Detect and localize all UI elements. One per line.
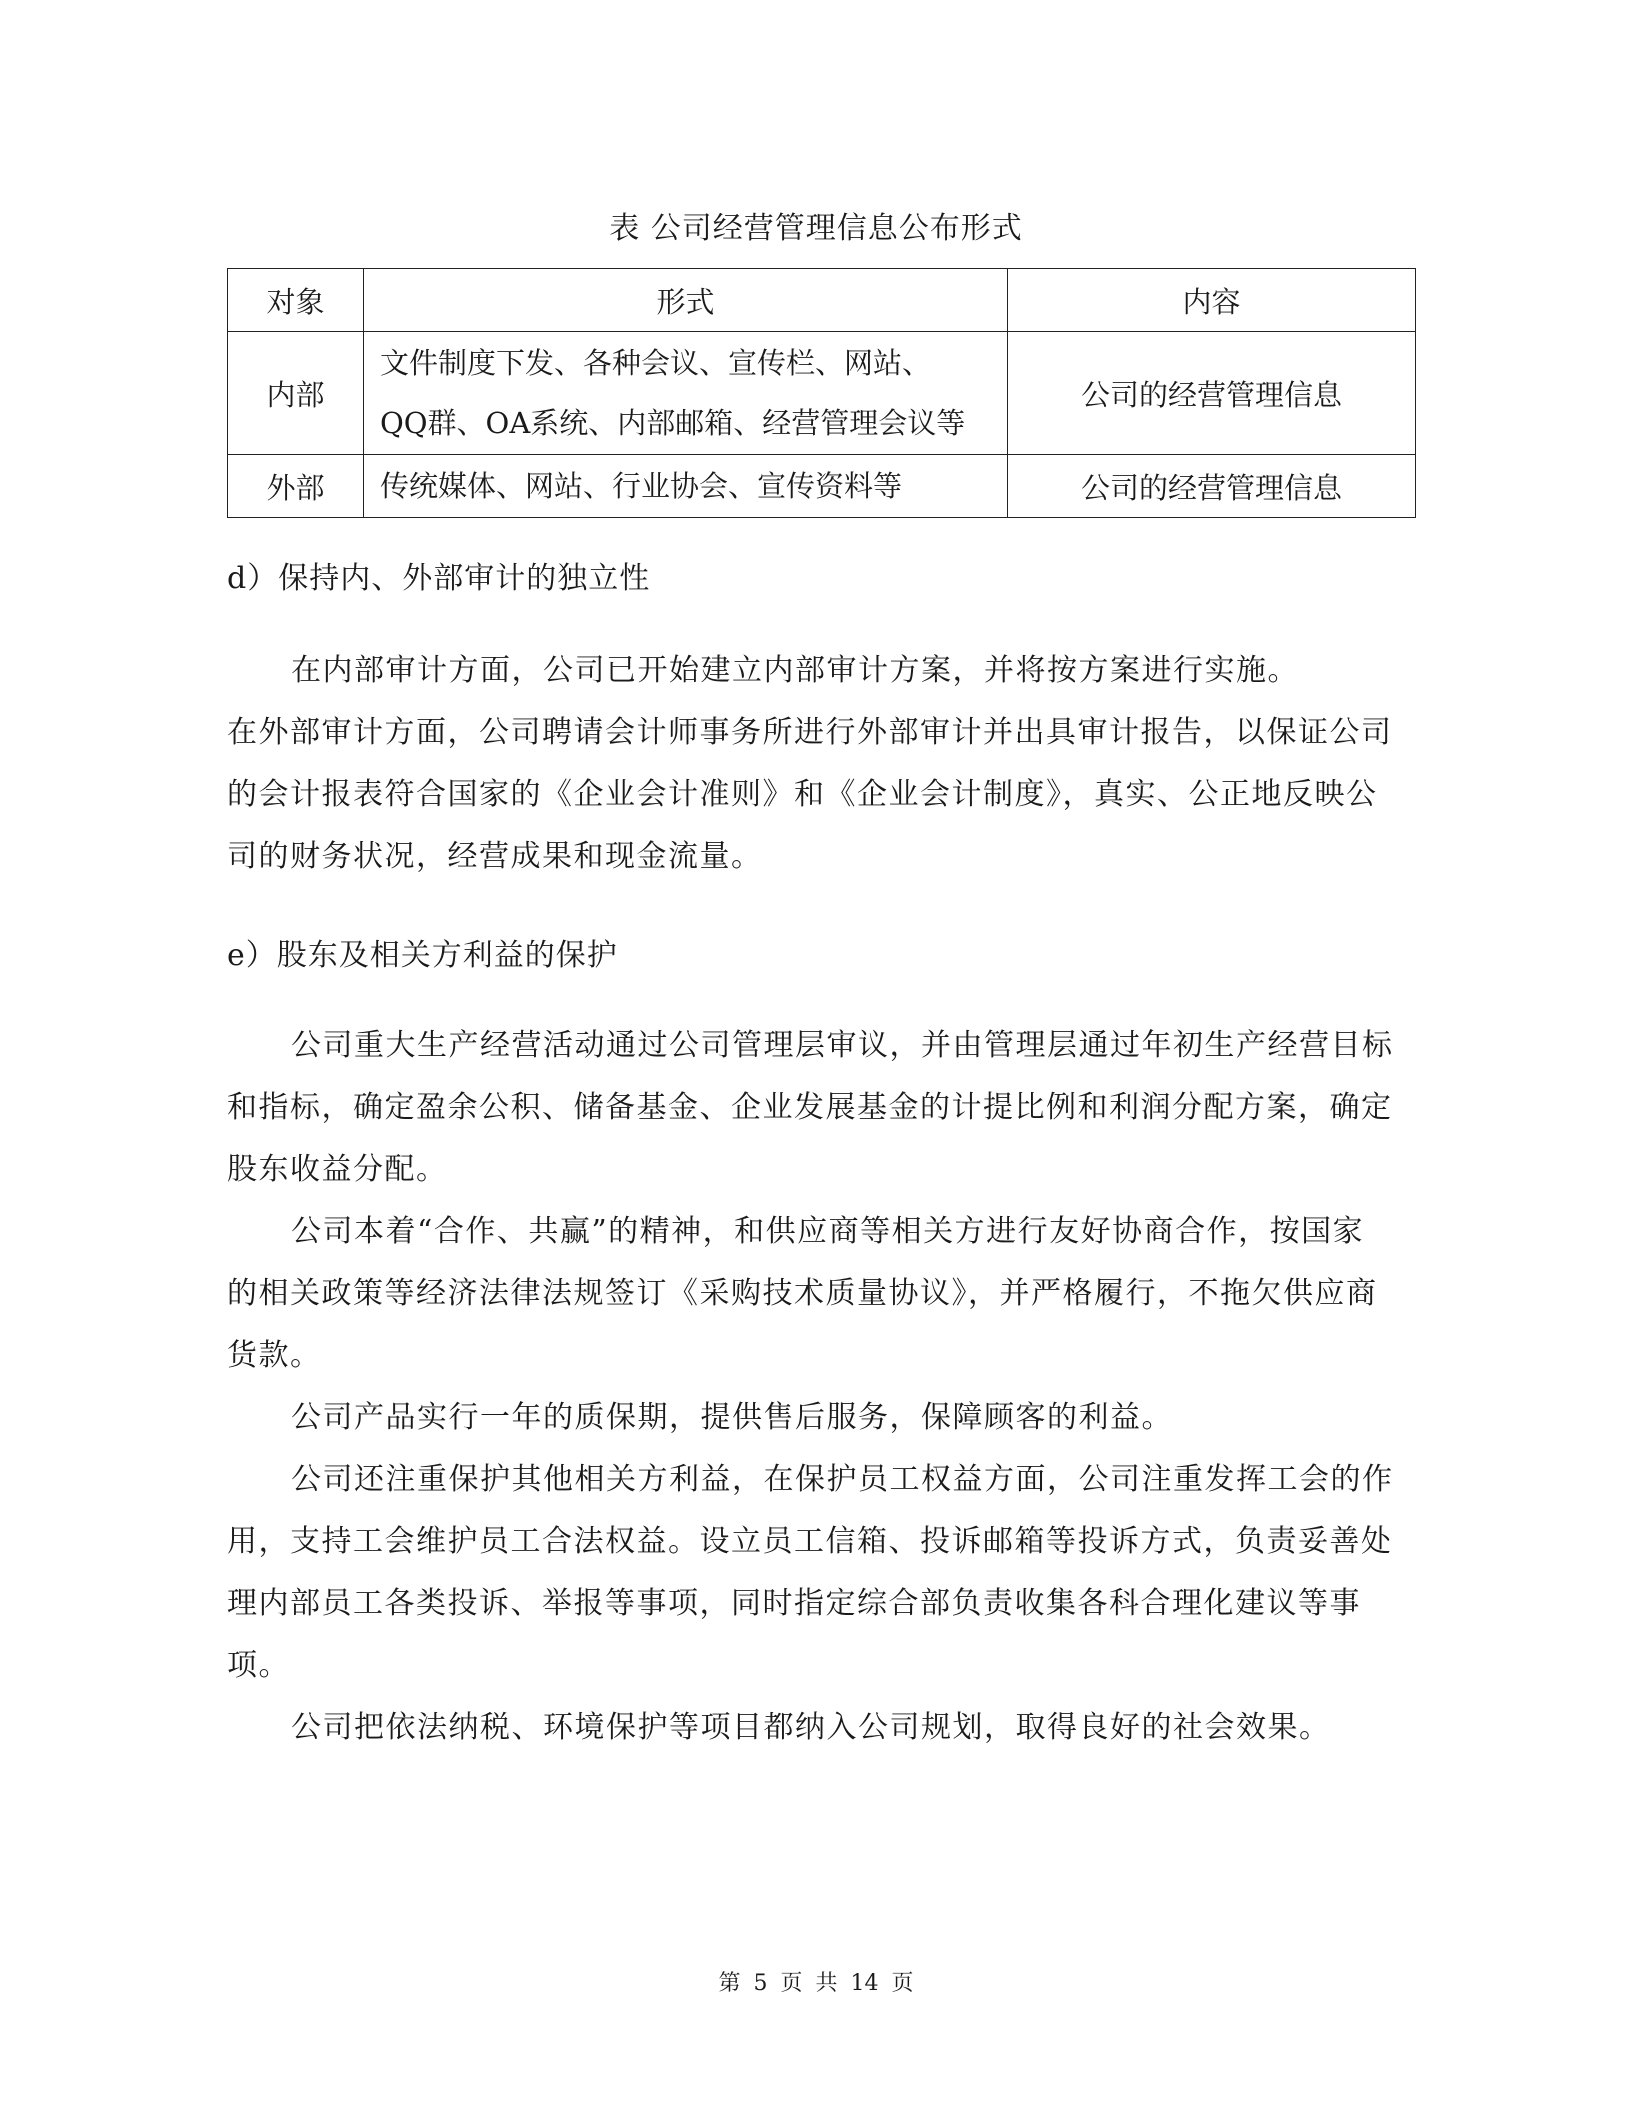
section-e-heading: e）股东及相关方利益的保护 — [227, 938, 618, 973]
table-row — [228, 455, 1416, 518]
section-d-paragraph-2 — [227, 702, 1407, 888]
paragraph-line: 在内部审计方面，公司已开始建立内部审计方案，并将按方案进行实施。 — [291, 653, 1299, 688]
table-header-row — [228, 269, 1416, 332]
info-table — [227, 268, 1416, 518]
paragraph-line: 公司本着“合作、共赢”的精神，和供应商等相关方进行友好协商合作，按国家 — [291, 1214, 1365, 1249]
paragraph-line: 公司产品实行一年的质保期，提供售后服务，保障顾客的利益。 — [291, 1400, 1173, 1435]
cell-object: 外部 — [228, 455, 364, 518]
cell-content: 公司的经营管理信息 — [1008, 455, 1416, 518]
header-content: 内容 — [1008, 269, 1416, 332]
paragraph-line: 公司把依法纳税、环境保护等项目都纳入公司规划，取得良好的社会效果。 — [291, 1710, 1331, 1745]
paragraph-line: 理内部员工各类投诉、举报等事项，同时指定综合部负责收集各科合理化建议等事 — [227, 1586, 1361, 1621]
paragraph-line: 司的财务状况，经营成果和现金流量。 — [227, 839, 763, 874]
paragraph-line: 在外部审计方面，公司聘请会计师事务所进行外部审计并出具审计报告，以保证公司 — [227, 715, 1393, 750]
section-e-paragraph-4 — [227, 1449, 1407, 1697]
page-number-footer: 第 5 页 共 14 页 — [718, 1971, 914, 1996]
paragraph-line: 和指标，确定盈余公积、储备基金、企业发展基金的计提比例和利润分配方案，确定 — [227, 1090, 1393, 1125]
section-e-paragraph-2 — [227, 1201, 1407, 1387]
cell-object: 内部 — [228, 332, 364, 455]
paragraph-line: 的会计报表符合国家的《企业会计准则》和《企业会计制度》，真实、公正地反映公 — [227, 777, 1378, 812]
cell-form — [364, 455, 1008, 518]
section-e-paragraph-1 — [227, 1015, 1407, 1201]
cell-form-line: 传统媒体、网站、行业协会、宣传资料等 — [380, 469, 903, 503]
header-form: 形式 — [364, 269, 1008, 332]
section-e-paragraph-5 — [227, 1697, 1407, 1759]
cell-content: 公司的经营管理信息 — [1008, 332, 1416, 455]
paragraph-line: 公司重大生产经营活动通过公司管理层审议，并由管理层通过年初生产经营目标 — [291, 1028, 1394, 1063]
cell-form-line: 文件制度下发、各种会议、宣传栏、网站、 — [380, 346, 932, 380]
paragraph-line: 项。 — [227, 1648, 290, 1683]
cell-form-line: QQ群、OA系统、内部邮箱、经营管理会议等 — [380, 406, 966, 440]
section-e-paragraph-3 — [227, 1387, 1407, 1449]
table-row — [228, 332, 1416, 455]
paragraph-line: 的相关政策等经济法律法规签订《采购技术质量协议》，并严格履行，不拖欠供应商 — [227, 1276, 1378, 1311]
paragraph-line: 货款。 — [227, 1338, 322, 1373]
section-d-heading: d）保持内、外部审计的独立性 — [227, 561, 651, 596]
table-caption: 表 公司经营管理信息公布形式 — [609, 211, 1023, 246]
cell-form — [364, 332, 1008, 455]
header-object: 对象 — [228, 269, 364, 332]
paragraph-line: 用，支持工会维护员工合法权益。设立员工信箱、投诉邮箱等投诉方式，负责妥善处 — [227, 1524, 1393, 1559]
section-d-paragraph-1 — [227, 640, 1407, 702]
paragraph-line: 股东收益分配。 — [227, 1152, 448, 1187]
paragraph-line: 公司还注重保护其他相关方利益，在保护员工权益方面，公司注重发挥工会的作 — [291, 1462, 1394, 1497]
